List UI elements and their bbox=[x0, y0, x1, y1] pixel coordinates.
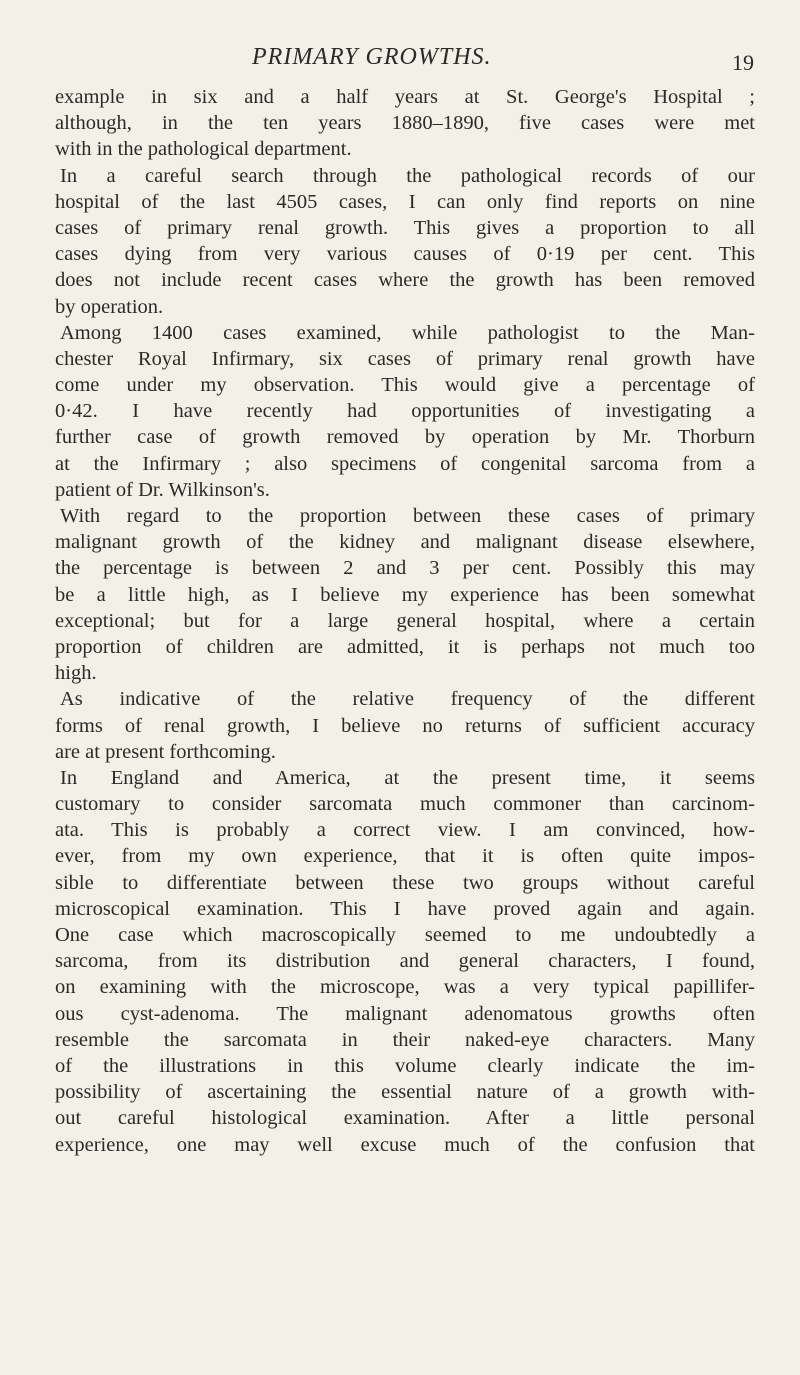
text-line: ata. This is probably a correct view. I am convinced, how- bbox=[55, 819, 755, 842]
text-line: be a little high, as I believe my experience has been somewhat bbox=[55, 583, 755, 606]
text-line: sible to differentiate between these two groups without careful bbox=[55, 871, 755, 894]
text-line: on examining with the microscope, was a very typical papillifer- bbox=[55, 976, 755, 999]
text-line: cases dying from very various causes of 0·19 per cent. This bbox=[55, 243, 755, 266]
text-line: chester Royal Infirmary, six cases of primary renal growth have bbox=[55, 347, 755, 370]
running-head bbox=[0, 44, 800, 74]
text-line: the percentage is between 2 and 3 per cent. Possibly this may bbox=[55, 557, 755, 580]
text-line: cases of primary renal growth. This gives a proportion to all bbox=[55, 216, 755, 239]
text-line: with in the pathological department. bbox=[55, 138, 352, 161]
text-line: ous cyst-adenoma. The malignant adenomatous growths often bbox=[55, 1002, 755, 1025]
text-line: at the Infirmary ; also specimens of congenital sarcoma from a bbox=[55, 452, 755, 475]
text-line: customary to consider sarcomata much commoner than carcinom- bbox=[55, 793, 755, 816]
text-line: proportion of children are admitted, it is perhaps not much too bbox=[55, 635, 755, 658]
text-line: malignant growth of the kidney and malignant disease elsewhere, bbox=[55, 531, 755, 554]
text-line: example in six and a half years at St. George's Hospital ; bbox=[55, 86, 755, 108]
text-line: Among 1400 cases examined, while pathologist to the Man- bbox=[60, 321, 755, 344]
text-line: of the illustrations in this volume clearly indicate the im- bbox=[55, 1054, 755, 1077]
text-line: In a careful search through the pathological records of our bbox=[60, 164, 755, 187]
text-line: forms of renal growth, I believe no returns of sufficient accuracy bbox=[55, 714, 755, 737]
text-line: although, in the ten years 1880–1890, five cases were met bbox=[55, 112, 755, 135]
body-text bbox=[55, 84, 755, 1158]
text-line: In England and America, at the present time, it seems bbox=[60, 766, 755, 789]
text-line: ever, from my own experience, that it is often quite impos- bbox=[55, 845, 755, 868]
text-line: does not include recent cases where the growth has been removed bbox=[55, 269, 755, 292]
page-number: 19 bbox=[732, 50, 754, 75]
text-line: resemble the sarcomata in their naked-eye characters. Many bbox=[55, 1028, 755, 1051]
text-line: microscopical examination. This I have proved again and again. bbox=[55, 897, 755, 920]
running-title: PRIMARY GROWTHS. bbox=[252, 44, 492, 70]
text-line: As indicative of the relative frequency of the different bbox=[60, 688, 755, 711]
text-line: are at present forthcoming. bbox=[55, 740, 276, 763]
text-line: patient of Dr. Wilkinson's. bbox=[55, 478, 270, 501]
text-line: possibility of ascertaining the essential nature of a growth with- bbox=[55, 1081, 755, 1104]
text-line: exceptional; but for a large general hospital, where a certain bbox=[55, 609, 755, 632]
text-line: sarcoma, from its distribution and general characters, I found, bbox=[55, 950, 755, 973]
text-line: by operation. bbox=[55, 295, 164, 318]
text-line: further case of growth removed by operation by Mr. Thorburn bbox=[55, 426, 755, 449]
text-line: come under my observation. This would give a percentage of bbox=[55, 374, 755, 397]
text-line: out careful histological examination. After a little personal bbox=[55, 1107, 755, 1130]
text-line: With regard to the proportion between these cases of primary bbox=[60, 505, 755, 527]
text-line: hospital of the last 4505 cases, I can only find reports on nine bbox=[55, 190, 755, 213]
text-line: One case which macroscopically seemed to me undoubtedly a bbox=[55, 924, 755, 946]
text-line: high. bbox=[55, 662, 97, 685]
text-line: experience, one may well excuse much of the confusion that bbox=[55, 1133, 755, 1156]
text-line: 0·42. I have recently had opportunities of investigating a bbox=[55, 400, 755, 423]
